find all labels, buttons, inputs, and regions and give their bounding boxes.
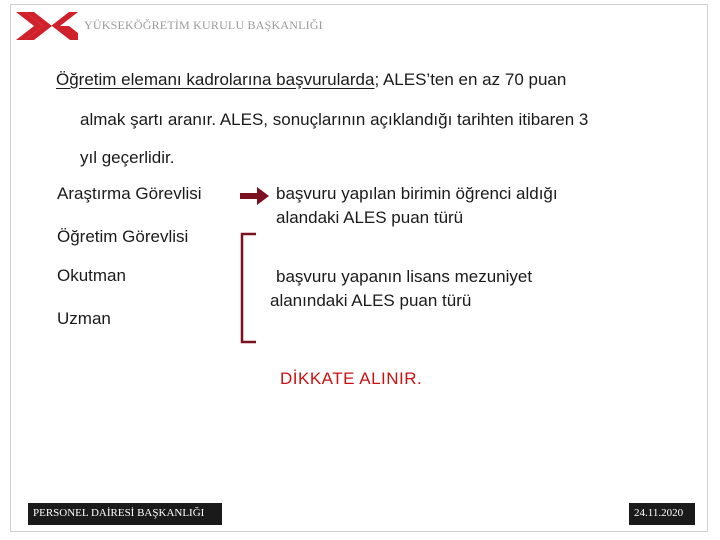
role-research-assistant: Araştırma Görevlisi: [57, 184, 202, 203]
footer-date-bar: [629, 503, 695, 525]
paragraph-underlined: Öğretim elemanı kadrolarına başvurularda: [56, 70, 375, 89]
role-lecturer: Öğretim Görevlisi: [57, 227, 189, 246]
role-instructor: Okutman: [57, 266, 126, 285]
description-2: [270, 265, 532, 313]
paragraph-line-3: yıl geçerlidir.: [80, 148, 175, 167]
note-text: DİKKATE ALINIR.: [280, 369, 423, 388]
description-2-line-2: alanındaki ALES puan türü: [270, 291, 472, 310]
role-specialist: Uzman: [57, 309, 111, 328]
description-2-line-1: başvuru yapanın lisans mezuniyet: [276, 267, 533, 286]
right-arrow-icon: [240, 186, 270, 206]
description-1-line-1: başvuru yapılan birimin öğrenci aldığı: [276, 184, 558, 203]
description-1: [276, 182, 558, 230]
footer-department: PERSONEL DAİRESİ BAŞKANLIĞI: [33, 507, 205, 519]
paragraph-line-2: almak şartı aranır. ALES, sonuçlarının açıklandığı tarihten itibaren 3: [80, 110, 589, 129]
yok-logo-icon: [16, 12, 78, 40]
org-name: YÜKSEKÖĞRETİM KURULU BAŞKANLIĞI: [84, 18, 323, 32]
description-1-line-2: alandaki ALES puan türü: [276, 208, 464, 227]
paragraph-line-1: [56, 70, 566, 90]
footer-date: 24.11.2020: [634, 507, 684, 519]
left-bracket-icon: [238, 232, 258, 344]
footer-department-bar: [28, 503, 222, 525]
paragraph-rest: ; ALES’ten en az 70 puan: [374, 70, 567, 89]
